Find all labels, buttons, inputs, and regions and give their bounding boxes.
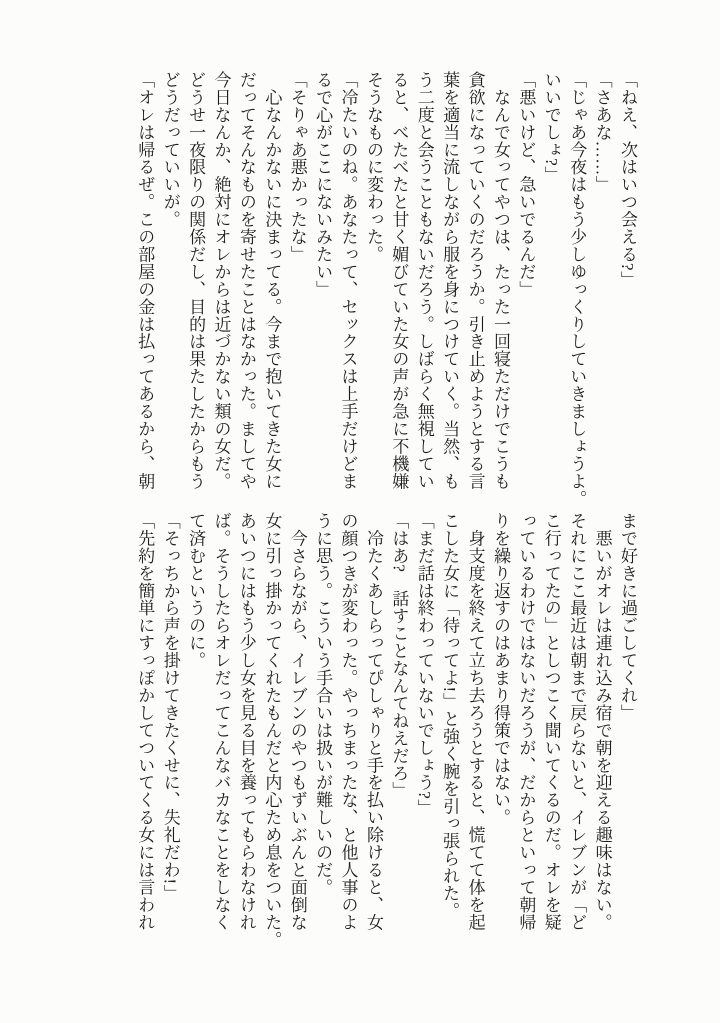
text-column: こ行ってたの」としつこく聞いてくるのだ。オレを疑 <box>541 512 561 931</box>
text-column: の顔つきが変わった。やっちまったな、と他人事のよ <box>338 512 358 931</box>
text-column: ば。そうしたらオレだってこんなバカなことをしなく <box>211 512 231 931</box>
text-column: どうだっていいが。 <box>160 71 180 229</box>
text-column: 葉を適当に流しながら服を身につけていく。当然、も <box>440 71 460 490</box>
text-column: 「さあな……」 <box>592 71 612 194</box>
text-column: まで好きに過ごしてくれ」 <box>618 512 637 722</box>
text-column: 「そっちから声を掛けてきたくせに、失礼だわ!」 <box>160 512 180 903</box>
text-column: それにここ最近は朝まで戻らないと、イレブンが「ど <box>567 512 587 931</box>
text-column: 「まだ話は終わっていないでしょう?」 <box>414 512 434 817</box>
text-column: う二度と会うこともないだろう。しばらく無視してい <box>414 71 434 490</box>
text-column: あいつにはもう少し女を見る目を養ってもらわなけれ <box>236 512 256 931</box>
text-column: 「ねえ、次はいつ会える?」 <box>618 71 637 289</box>
text-column: いいでしょ?」 <box>541 71 561 184</box>
text-block-lower <box>132 512 640 948</box>
text-column: そうなものに変わった。 <box>363 71 383 263</box>
text-column: うに思う。こういう手合いは扱いが難しいのだ。 <box>313 512 333 896</box>
text-column: 女に引っ掛かってくれたもんだと内心ため息をついた。 <box>262 512 282 949</box>
text-column: どうせ一夜限りの関係だし、目的は果たしたからもう <box>186 71 206 490</box>
text-column: 今日なんか、絶対にオレからは近づかない類の女だ。 <box>211 71 231 490</box>
text-column: 「悪いけど、急いでるんだ」 <box>516 71 536 298</box>
text-column: っているわけではないだろうが、だからといって朝帰 <box>516 512 536 931</box>
text-column: 「はあ? 話すことなんてねえだろ」 <box>389 512 409 800</box>
text-column: るで心がここにないみたい」 <box>313 71 333 298</box>
text-column: 心なんかないに決まってる。今まで抱いてきた女に <box>262 71 282 490</box>
text-column: 「オレは帰るぜ。この部屋の金は払ってあるから、朝 <box>135 71 155 490</box>
text-column: なんで女ってやつは、たった一回寝ただけでこうも <box>490 71 510 490</box>
text-column: 身支度を終えて立ち去ろうとすると、慌てて体を起 <box>465 512 485 931</box>
text-column: 貪欲になっていくのだろうか。引き止めようとする言 <box>465 71 485 490</box>
text-column: 「先約を簡単にすっぽかしてついてくる女には言われ <box>135 512 155 931</box>
text-column: だってそんなものを寄せたことはなかった。ましてや <box>236 71 256 490</box>
text-column: 「そりゃあ悪かったな」 <box>287 71 307 263</box>
text-block-upper <box>132 71 640 507</box>
text-column: 「冷たいのね。あなたって、セックスは上手だけどま <box>338 71 358 490</box>
text-column: ると、べたべたと甘く媚びていた女の声が急に不機嫌 <box>389 71 409 490</box>
text-column: 「じゃあ今夜はもう少しゆっくりしていきましょうよ。 <box>567 71 587 508</box>
text-column: 冷たくあしらってぴしゃりと手を払い除けると、女 <box>363 512 383 931</box>
text-column: りを繰り返すのはあまり得策ではない。 <box>490 512 510 827</box>
text-column: こした女に「待ってよ!」と強く腕を引っ張られた。 <box>440 512 460 920</box>
text-column: 悪いがオレは連れ込み宿で朝を迎える趣味はない。 <box>592 512 612 931</box>
text-column: て済むというのに。 <box>186 512 206 670</box>
text-column: 今さらながら、イレブンのやつもずいぶんと面倒な <box>287 512 307 931</box>
